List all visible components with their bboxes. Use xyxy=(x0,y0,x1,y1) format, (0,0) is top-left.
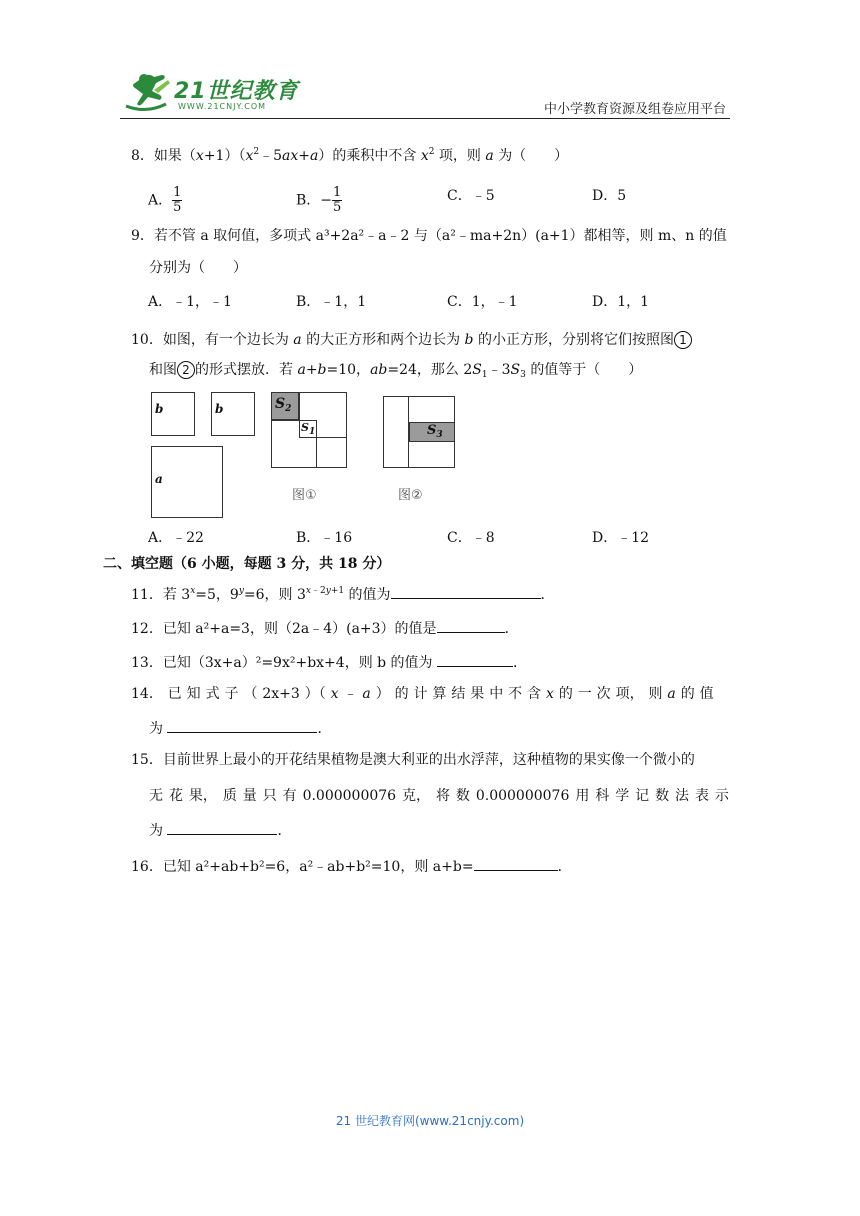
q9-option-b[interactable]: B．﹣1，1 xyxy=(296,294,367,310)
text-token: 不 xyxy=(508,686,523,702)
q9-option-a[interactable]: A．﹣1，﹣1 xyxy=(148,294,232,310)
text-token: 花 xyxy=(168,788,183,804)
q15-line1: 15．目前世界上最小的开花结果植物是澳大利亚的出水浮萍，这种植物的果实像一个微小的 xyxy=(131,752,695,768)
q10-line2: 和图 2 的形式摆放．若 a+b=10，ab=24，那么 $2S_1﹣3S_3$ 的值等于（ ） xyxy=(149,362,643,380)
text-token: 量 xyxy=(242,788,257,804)
text-token: 算 xyxy=(432,686,447,702)
runner-logo-icon xyxy=(124,72,174,114)
text-token: x xyxy=(330,686,339,702)
q14-line2: 为 ． xyxy=(149,718,331,739)
q15-justified-text xyxy=(149,786,729,806)
q10-line1: 10．如图，有一个边长为 a 的大正方形和两个边长为 b 的小正方形，分别将它们按照图 1 xyxy=(131,330,692,350)
q11-answer-blank[interactable] xyxy=(391,584,541,599)
text-token: 次 xyxy=(596,686,611,702)
q16-answer-blank[interactable] xyxy=(474,856,558,871)
circled-one-icon: 1 xyxy=(674,331,692,349)
text-token: （ xyxy=(243,686,258,702)
q15-line3: 为 ． xyxy=(149,820,291,841)
text-token: 科 xyxy=(595,788,610,804)
text-token: a xyxy=(362,686,371,702)
fig1-caption: 图① xyxy=(292,488,317,503)
text-token: 无 xyxy=(149,788,163,804)
q10-option-c[interactable]: C．﹣8 xyxy=(447,530,495,546)
q9-line2: 分别为（ ） xyxy=(149,260,247,276)
q10-option-a[interactable]: A．﹣22 xyxy=(148,530,204,546)
logo-url: WWW.21CNJY.COM xyxy=(178,102,267,111)
q8-option-c[interactable]: C．﹣5 xyxy=(447,188,495,204)
text-token: 记 xyxy=(635,788,650,804)
q11: 11．若 $3^x=5$，$9^y=6$，则 $3^{x﹣2y+1}$ 的值为 ． xyxy=(131,586,555,603)
text-token: 只 xyxy=(262,788,277,804)
text-token: 用 xyxy=(575,788,590,804)
text-token: 式 xyxy=(205,686,220,702)
text-token: 的 xyxy=(680,686,695,702)
text-token: ） xyxy=(375,686,390,702)
text-token: ）（ xyxy=(304,686,326,702)
fig2-vertical-strip xyxy=(383,396,409,468)
text-token: 数 xyxy=(655,788,670,804)
q12: 12．已知 a²+a=3，则（2a﹣4）(a+3）的值是 ． xyxy=(131,618,519,639)
q10-option-b[interactable]: B．﹣16 xyxy=(296,530,353,546)
q14-justified-text xyxy=(131,684,714,704)
text-token: 数 xyxy=(455,788,470,804)
text-token: 果， xyxy=(188,788,217,804)
text-token: 一 xyxy=(577,686,592,702)
q9-line1 xyxy=(131,226,727,246)
text-token: ﹣ xyxy=(343,686,358,702)
text-token: 结 xyxy=(451,686,466,702)
text-token: 值 xyxy=(699,686,714,702)
q15-answer-blank[interactable] xyxy=(167,820,277,835)
text-token: 表 xyxy=(694,788,709,804)
circled-two-icon: 2 xyxy=(177,361,195,379)
text-token: x xyxy=(545,686,554,702)
q14-answer-blank[interactable] xyxy=(167,718,317,733)
q8-option-d[interactable]: D．5 xyxy=(592,188,627,204)
q13: 13．已知（3x+a）²=9x²+bx+4，则 b 的值为 ． xyxy=(131,652,527,673)
q10-option-d[interactable]: D．﹣12 xyxy=(592,530,650,546)
text-token: 的 xyxy=(558,686,573,702)
text-token: 则 xyxy=(648,686,663,702)
text-token: 知 xyxy=(186,686,201,702)
footer-link[interactable]: 21 世纪教育网(www.21cnjy.com) xyxy=(335,1114,525,1128)
header xyxy=(120,68,730,120)
question-number: 14． xyxy=(131,686,163,702)
q14-line1 xyxy=(131,684,714,704)
q8-option-a[interactable]: A． $\frac{1}{5}$ xyxy=(148,185,182,215)
text-token: 将 xyxy=(435,788,450,804)
text-token: 有 xyxy=(282,788,297,804)
text-token: 的 xyxy=(394,686,409,702)
q13-answer-blank[interactable] xyxy=(437,652,513,667)
section2-title: 二、填空题（6 小题，每题 3 分，共 18 分） xyxy=(103,556,391,572)
header-right-text: 中小学教育资源及组卷应用平台 xyxy=(543,102,726,117)
text-token: 子 xyxy=(224,686,239,702)
text-token: 示 xyxy=(714,788,729,804)
header-rule xyxy=(120,118,730,119)
fig2-caption: 图② xyxy=(398,488,423,503)
q15-line2 xyxy=(149,786,729,806)
q9-option-d[interactable]: D．1，1 xyxy=(592,294,650,310)
q16: 16．已知 a²+ab+b²=6，a²﹣ab+b²=10，则 a+b= ． xyxy=(131,856,572,877)
text-token: 已 xyxy=(167,686,182,702)
text-token: 中 xyxy=(489,686,504,702)
text-token: 学 xyxy=(615,788,630,804)
text-token: 2x+3 xyxy=(262,686,300,702)
q9-number: 9． xyxy=(131,228,154,244)
q8-stem: 8．如果$(x+1)(x^2﹣5ax+a)$的乘积中不含 $x^2$ 项，则 a 为（ ） xyxy=(131,147,569,164)
text-token: 果 xyxy=(470,686,485,702)
text-token: 质 xyxy=(222,788,237,804)
text-token: 0.000000076 xyxy=(302,788,397,804)
text-token: a xyxy=(667,686,676,702)
text-token: 含 xyxy=(527,686,542,702)
text-token: 计 xyxy=(413,686,428,702)
text-token: 项， xyxy=(615,686,644,702)
q8-option-b[interactable]: B．− $\frac{1}{5}$ xyxy=(296,185,342,215)
q9-option-c[interactable]: C．1，﹣1 xyxy=(447,294,518,310)
logo-text: 21世纪教育 xyxy=(174,79,299,104)
text-token: 法 xyxy=(675,788,689,804)
text-token: 克， xyxy=(402,788,431,804)
q9-line1-text: 若不管 a 取何值，多项式 a³+2a²﹣a﹣2 与（a²﹣ma+2n）(a+1）都相等，则 m、n 的值 xyxy=(153,228,727,244)
text-token: 0.000000076 xyxy=(475,788,570,804)
q10-figure: b b a $S_2$ $S_1$ 图① $S_3$ 图② xyxy=(145,388,465,514)
q12-answer-blank[interactable] xyxy=(437,618,505,633)
